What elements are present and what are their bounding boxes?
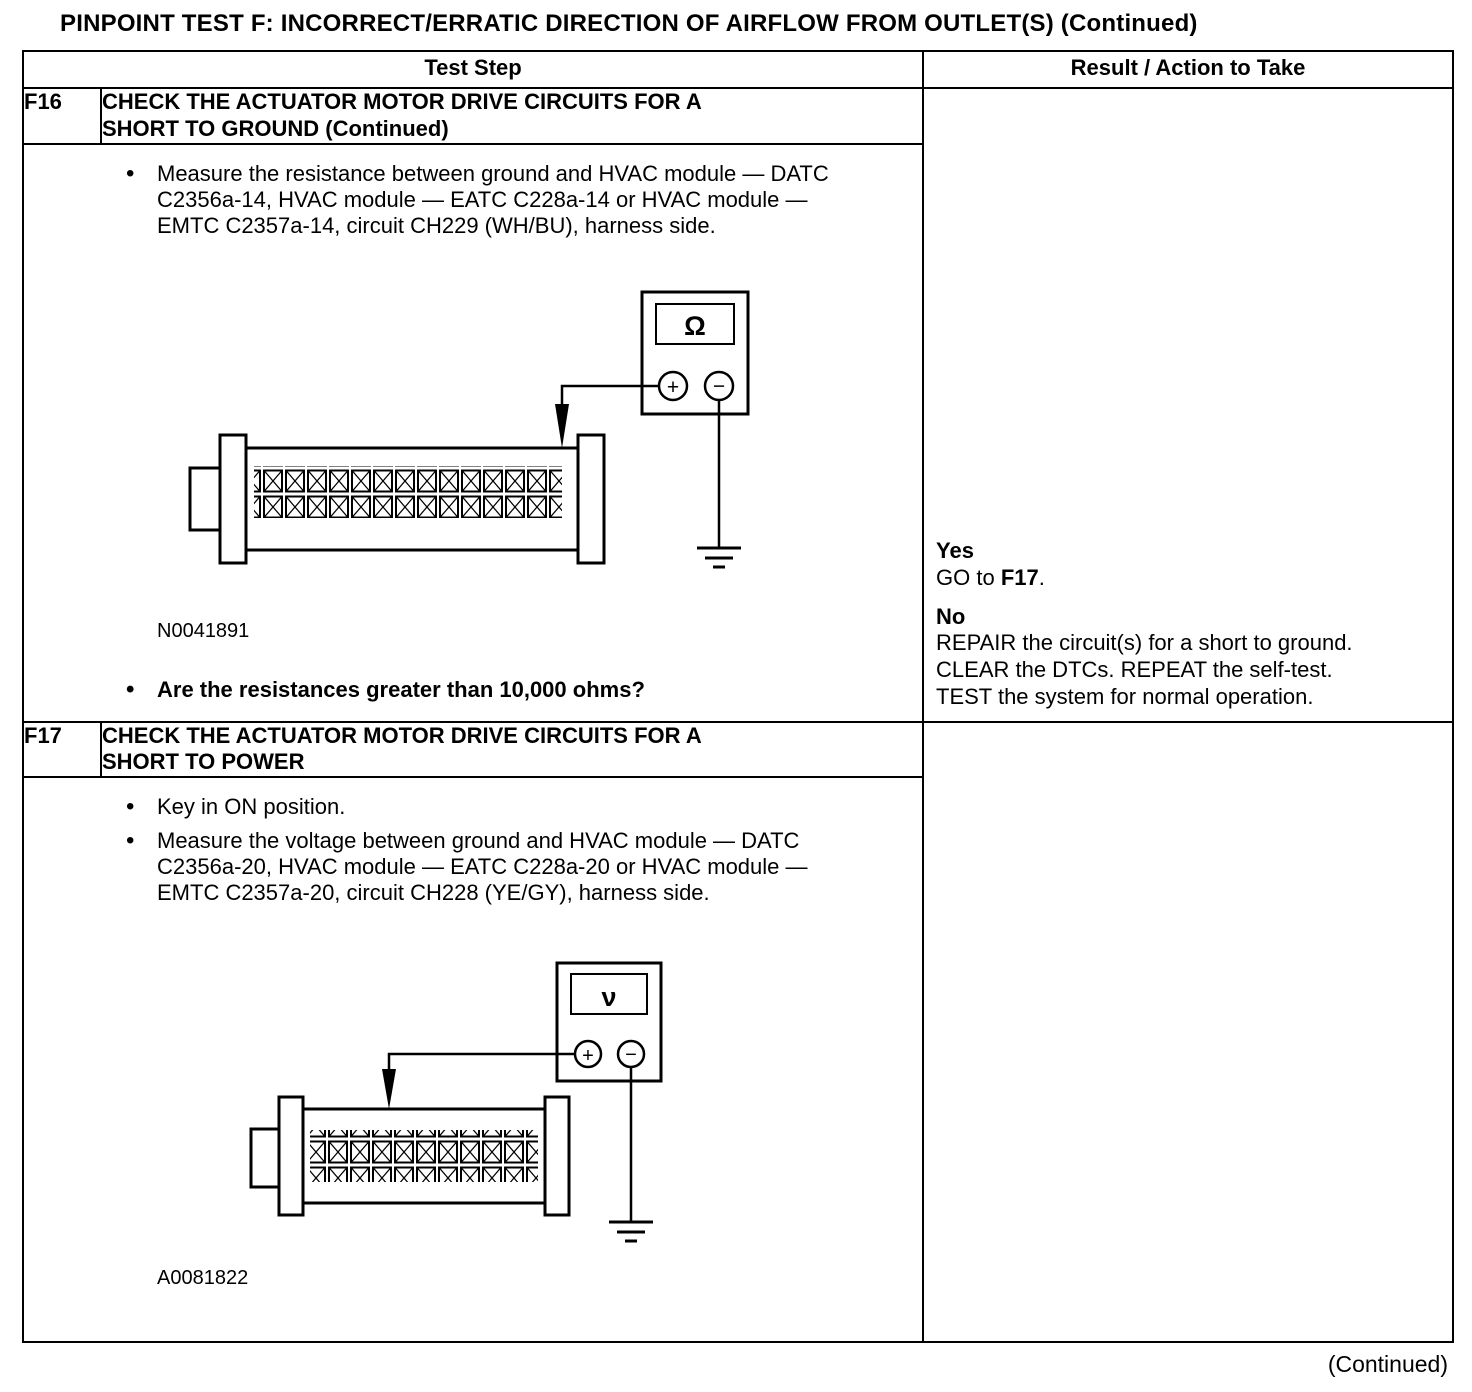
step-f16-question-list (24, 677, 922, 703)
voltmeter (557, 963, 661, 1081)
connector-pins (254, 466, 562, 518)
step-f16-question: • Are the resistances greater than 10,000 ohms? (157, 677, 845, 703)
page-title: PINPOINT TEST F: INCORRECT/ERRATIC DIRECTION OF AIRFLOW FROM OUTLET(S) (Continued) (60, 10, 1198, 37)
probe-tip (555, 404, 569, 448)
ohm-symbol: Ω (684, 310, 706, 341)
step-title-f16-text: CHECK THE ACTUATOR MOTOR DRIVE CIRCUITS FOR A SHORT TO GROUND (Continued) (102, 89, 701, 141)
instruction-item: • Measure the voltage between ground and HVAC module — DATC C2356a-20, HVAC module — EATC C228a-20 or HVAC module — EMTC C2357a-20, circuit CH228 (YE/GY), harness side. (157, 828, 845, 907)
step-f16-instructions (24, 161, 922, 240)
figure-id-f16: N0041891 (157, 619, 250, 642)
negative-terminal-label: − (625, 1043, 637, 1066)
column-header-test-step: Test Step (23, 51, 923, 88)
f16-ohmmeter-diagram (174, 286, 794, 598)
result-no-label: No (936, 603, 966, 629)
result-f16-content (924, 89, 1452, 711)
negative-terminal-label: − (712, 374, 726, 398)
volt-symbol: ν (601, 981, 617, 1012)
step-title-f16 (101, 88, 923, 144)
continued-footer: (Continued) (1327, 1351, 1448, 1378)
ground-symbol (697, 548, 741, 567)
column-header-result-action: Result / Action to Take (923, 51, 1453, 88)
connector-pins (310, 1130, 538, 1182)
hvac-connector (251, 1097, 569, 1215)
positive-terminal-label: + (582, 1044, 594, 1067)
pinpoint-test-table (22, 50, 1454, 1343)
step-f17-title-row (23, 722, 1453, 778)
hvac-connector (190, 435, 604, 563)
step-title-f17 (101, 722, 923, 778)
result-yes-action-suffix: . (1038, 564, 1045, 590)
step-id-f17: F17 (23, 722, 101, 778)
step-title-f17-text: CHECK THE ACTUATOR MOTOR DRIVE CIRCUITS FOR A SHORT TO POWER (102, 722, 701, 775)
step-f16-title-row (23, 88, 1453, 144)
result-yes-action (936, 565, 1392, 592)
figure-id-f17: A0081822 (157, 1266, 249, 1289)
result-yes-label: Yes (936, 538, 974, 563)
step-f17-instructions (24, 794, 922, 907)
probe-tip (382, 1069, 396, 1109)
step-body-f17 (23, 777, 923, 1342)
instruction-item: • Key in ON position. (157, 794, 845, 820)
result-cell-f17 (923, 722, 1453, 1343)
table-header-row (23, 51, 1453, 88)
result-cell-f16 (923, 88, 1453, 722)
f17-voltmeter-diagram (239, 957, 719, 1257)
step-body-f16 (23, 144, 923, 722)
ohmmeter (642, 292, 748, 414)
result-yes-action-ref: F17 (1000, 564, 1039, 590)
positive-terminal-label: + (666, 375, 680, 399)
result-no-action: REPAIR the circuit(s) for a short to ground. CLEAR the DTCs. REPEAT the self-test. TEST the system for normal operation. (936, 630, 1353, 710)
result-yes-action-prefix: GO to (936, 564, 1001, 590)
instruction-item: • Measure the resistance between ground and HVAC module — DATC C2356a-14, HVAC module — EATC C228a-14 or HVAC module — EMTC C2357a-14, circuit CH229 (WH/BU), harness side. (157, 161, 845, 240)
ground-symbol (609, 1222, 653, 1241)
step-id-f16: F16 (23, 88, 101, 144)
